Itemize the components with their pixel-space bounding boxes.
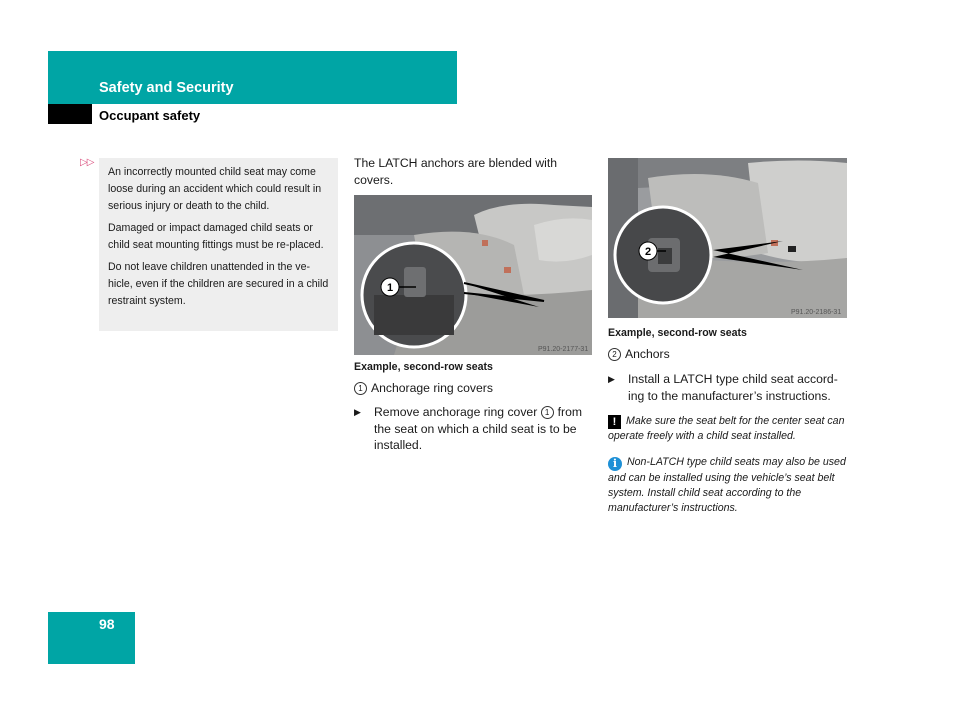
number-circle: 1 <box>541 406 554 419</box>
instruction-step <box>354 404 592 454</box>
bullet-arrow-icon: ▶ <box>608 374 615 384</box>
bullet-arrow-icon: ▶ <box>354 407 361 417</box>
number-circle: 2 <box>608 348 621 361</box>
step-text: Install a LATCH type child seat accord-ing to the manufacturer’s instructions. <box>628 372 838 403</box>
legend-text: Anchors <box>625 347 670 361</box>
caution-note <box>608 414 847 444</box>
photo-code: P91.20-2177-31 <box>538 346 589 353</box>
seat-photo-anchorage-covers <box>354 195 592 355</box>
warning-paragraph: Damaged or impact damaged child seats or child seat mounting fittings must be re-placed. <box>108 222 324 251</box>
warning-box <box>99 158 338 331</box>
info-icon: i <box>608 457 622 471</box>
seat-photo-2 <box>608 158 847 318</box>
page-number-box <box>48 612 135 664</box>
legend-item <box>608 346 847 363</box>
photo-code: P91.20-2186-31 <box>791 309 842 316</box>
instruction-step <box>608 371 847 404</box>
continued-marker-icon: ▷▷ <box>80 157 94 168</box>
caution-icon: ! <box>608 415 621 429</box>
callout-label: 1 <box>386 282 394 294</box>
callout-label: 2 <box>644 246 652 258</box>
subsection-title: Occupant safety <box>99 108 201 123</box>
step-text-part: from the seat on which a child seat is to be installed. <box>374 405 583 452</box>
caution-text: Make sure the seat belt for the center seat can operate freely with a child seat installed. <box>608 415 845 442</box>
intro-text: The LATCH anchors are blended with covers. <box>354 156 558 187</box>
seat-photo-1 <box>354 195 592 355</box>
number-circle: 1 <box>354 382 367 395</box>
photo-caption: Example, second-row seats <box>608 327 747 339</box>
section-marker <box>48 104 92 124</box>
section-title: Safety and Security <box>99 80 234 96</box>
seat-photo-anchors <box>608 158 847 318</box>
info-text: Non-LATCH type child seats may also be used and can be installed using the vehicle’s seat belt system. Install child seat according to the manufacturer’s instructions. <box>608 456 846 514</box>
page-number: 98 <box>99 616 115 632</box>
step-text-part: Remove anchorage ring cover <box>374 405 538 419</box>
warning-paragraph: An incorrectly mounted child seat may come loose during an accident which could result in serious injury or death to the child. <box>108 166 322 212</box>
step-text <box>374 404 592 454</box>
info-note <box>608 455 847 516</box>
legend-item <box>354 380 592 397</box>
warning-paragraph: Do not leave children unattended in the ve-hicle, even if the children are secured in a child restraint system. <box>108 261 329 307</box>
header-band <box>48 51 457 104</box>
photo-caption: Example, second-row seats <box>354 361 493 373</box>
legend-text: Anchorage ring covers <box>371 381 493 395</box>
